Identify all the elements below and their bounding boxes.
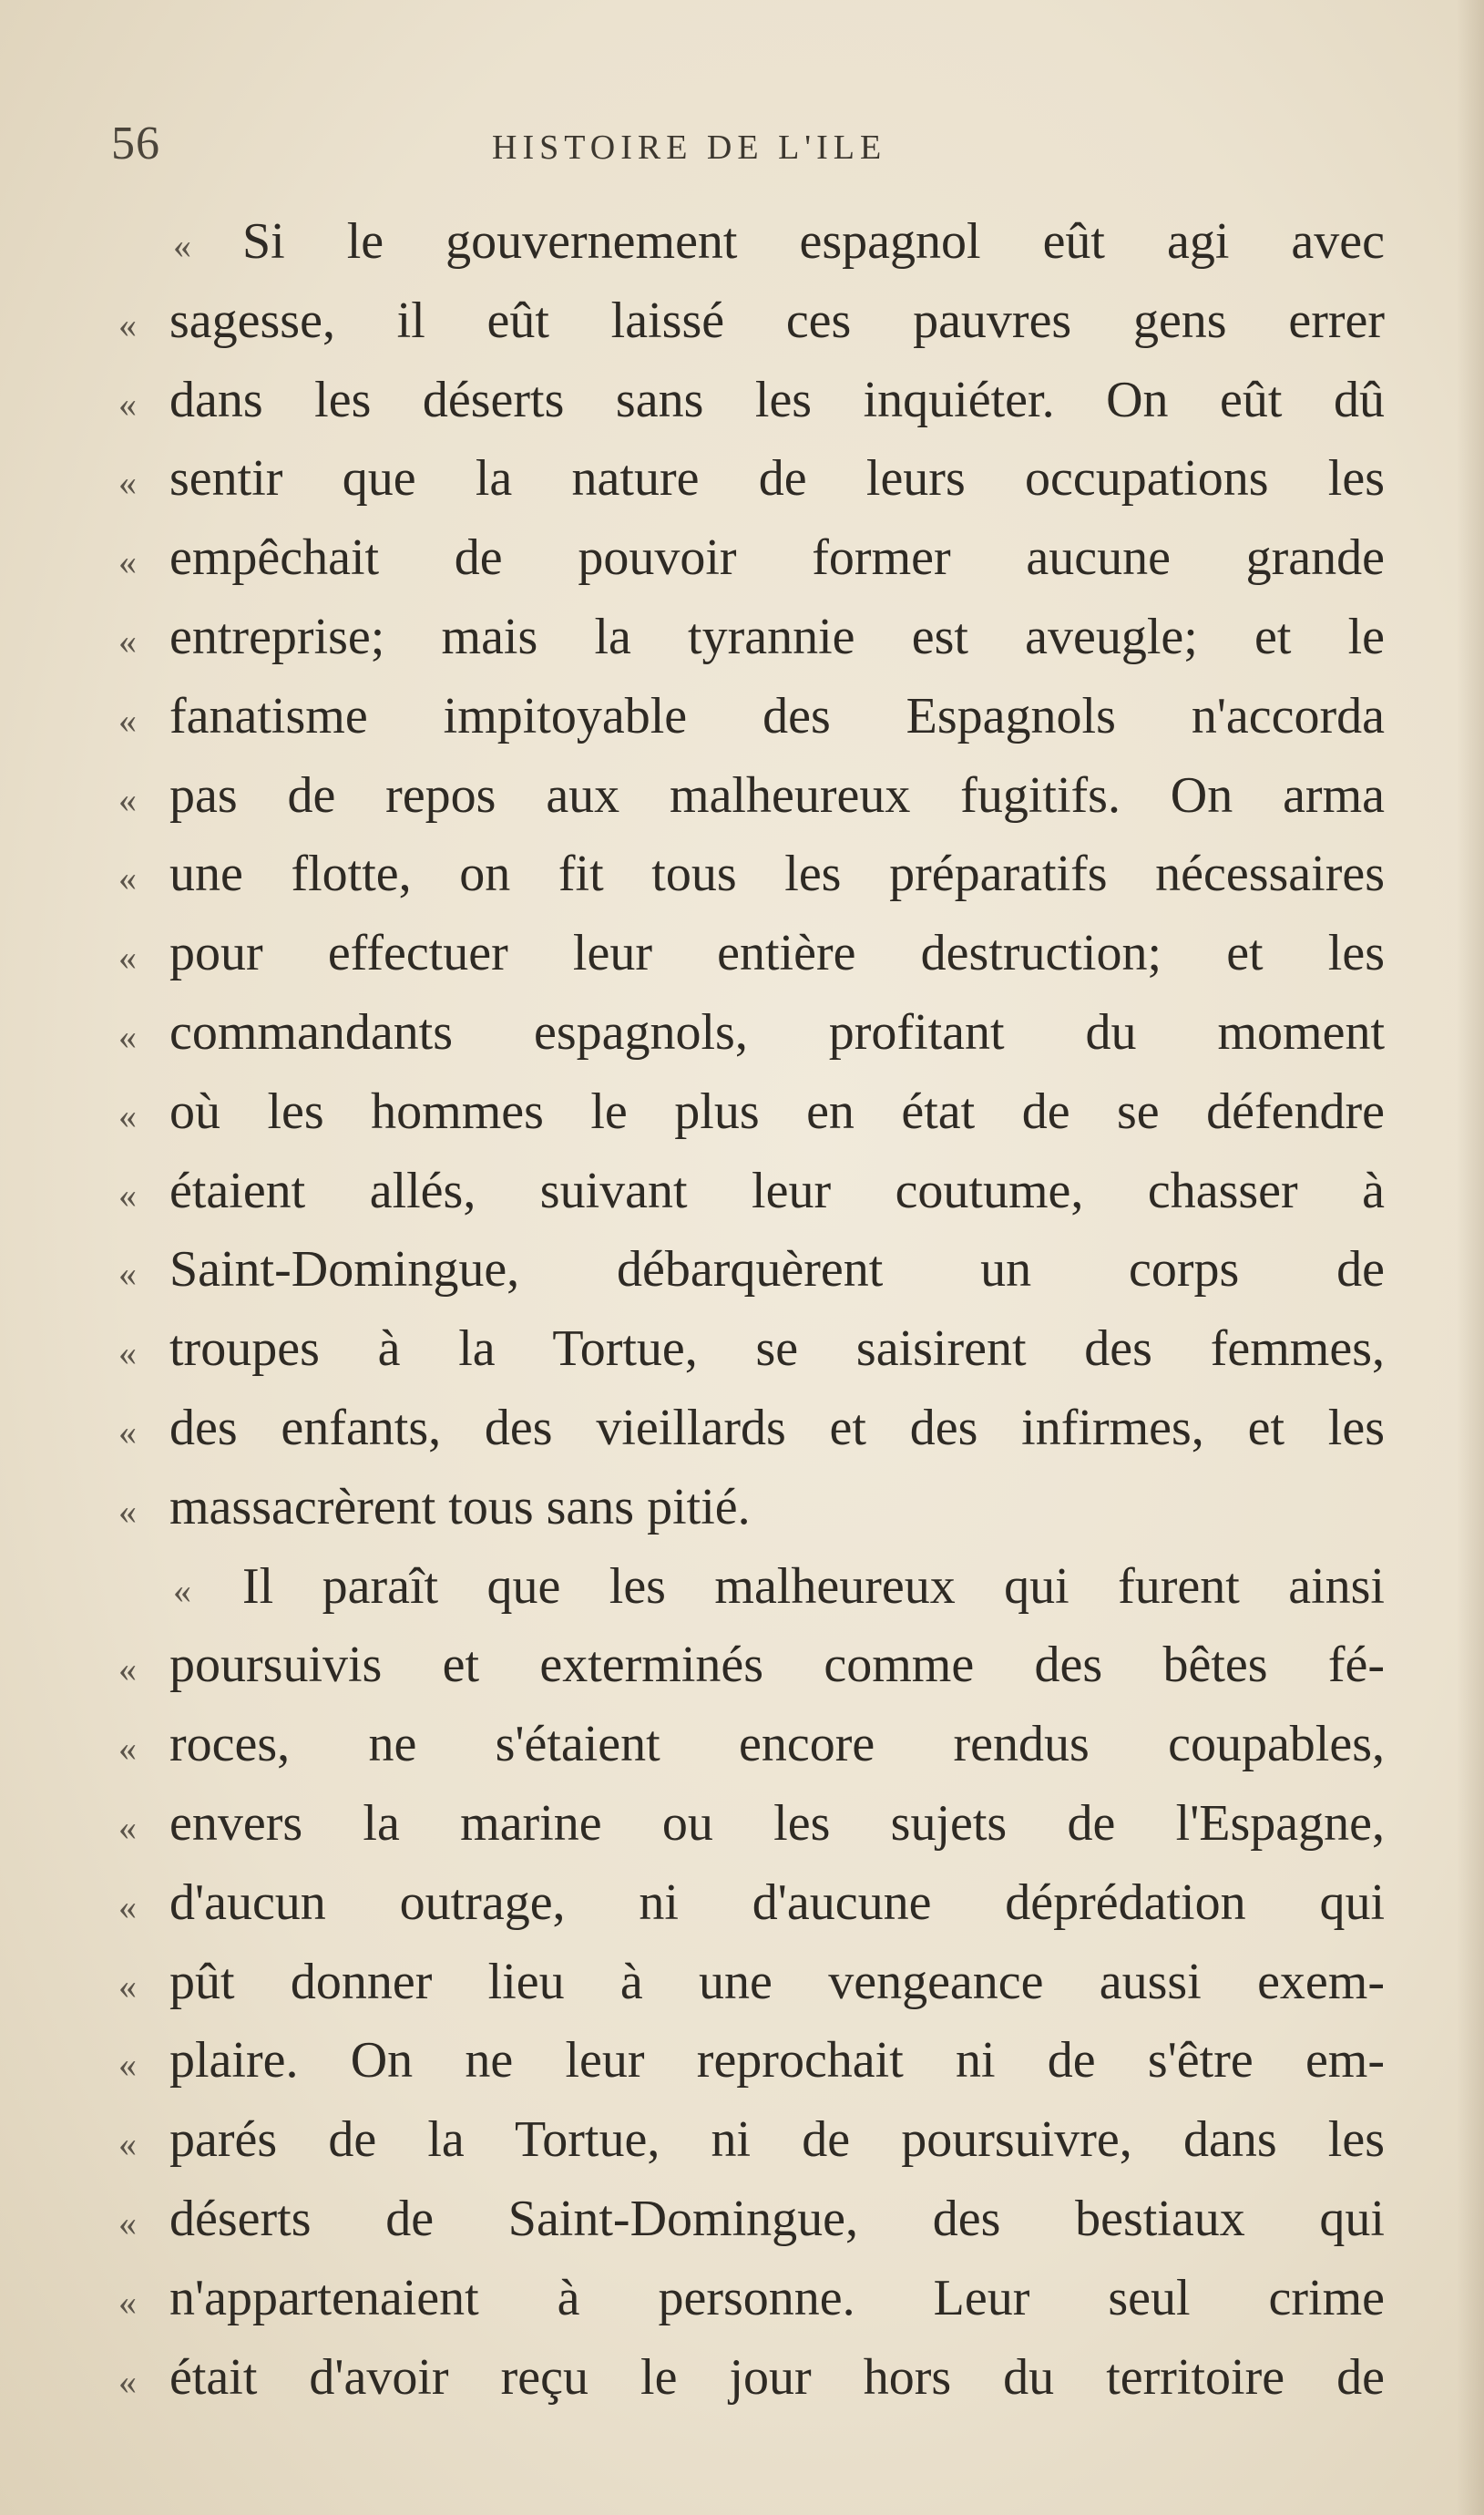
quote-mark: « [118,1885,137,1927]
line-text: Si le gouvernement espagnol eût agi avec [242,213,1385,270]
line-text: où les hommes le plus en état de se défendre [169,1083,1385,1140]
line-text: troupes à la Tortue, se saisirent des femmes, [169,1320,1385,1378]
line-text: sentir que la nature de leurs occupations les [169,450,1385,508]
text-line [118,439,1385,518]
text-line [118,1943,1385,2022]
text-line [118,1468,1385,1547]
text-line [118,1784,1385,1863]
quote-mark: « [173,1569,191,1611]
quote-mark: « [118,303,137,345]
quote-mark: « [118,1648,137,1690]
quote-mark: « [173,225,191,266]
line-text: pour effectuer leur entière destruction; et les [169,925,1385,982]
line-text: entreprise; mais la tyrannie est aveugle; et le [169,608,1385,665]
line-text: était d'avoir reçu le jour hors du territoire de [169,2348,1385,2406]
quote-mark: « [118,1332,137,1374]
quote-mark: « [118,2202,137,2243]
text-line [118,1389,1385,1468]
line-text: une flotte, on fit tous les préparatifs nécessaires [169,846,1385,903]
quote-mark: « [118,699,137,741]
quote-mark: « [118,383,137,425]
quote-mark: « [118,2123,137,2165]
quote-mark: « [118,1174,137,1216]
text-line [118,202,1385,282]
quote-mark: « [118,778,137,820]
text-line [118,677,1385,756]
quote-mark: « [118,2281,137,2323]
running-title: HISTOIRE DE L'ILE [492,128,887,167]
quote-mark: « [118,1965,137,2007]
page-edge-shadow [1457,0,1484,2515]
text-line [118,1547,1385,1627]
line-text: poursuivis et exterminés comme des bêtes fé- [169,1637,1385,1694]
line-text: plaire. On ne leur reprochait ni de s'être em- [169,2032,1385,2089]
text-line [118,756,1385,836]
line-text: Saint-Domingue, débarquèrent un corps de [169,1241,1385,1299]
quote-mark: « [118,1253,137,1295]
quote-mark: « [118,1094,137,1136]
page-number: 56 [111,118,160,169]
line-text: fanatisme impitoyable des Espagnols n'accorda [169,687,1385,744]
running-head [0,117,1484,180]
text-line [118,518,1385,598]
line-text: parés de la Tortue, ni de poursuivre, dans les [169,2111,1385,2169]
quote-mark: « [118,2044,137,2086]
text-line [118,282,1385,361]
line-text: n'appartenaient à personne. Leur seul crime [169,2269,1385,2326]
quote-mark: « [118,1728,137,1770]
text-line [118,2180,1385,2259]
text-line [118,1152,1385,1231]
quote-mark: « [118,620,137,662]
line-text: étaient allés, suivant leur coutume, chasser à [169,1162,1385,1219]
line-text: dans les déserts sans les inquiéter. On eût dû [169,371,1385,428]
text-line [118,361,1385,440]
text-line [118,1309,1385,1389]
text-line [118,2100,1385,2180]
text-line [118,914,1385,993]
text-line [118,1230,1385,1309]
quote-mark: « [118,462,137,504]
line-text: envers la marine ou les sujets de l'Espagne, [169,1794,1385,1852]
quote-mark: « [118,1411,137,1453]
text-line [118,1073,1385,1152]
quote-mark: « [118,1806,137,1848]
quote-mark: « [118,937,137,979]
quote-mark: « [118,541,137,583]
text-line [118,598,1385,677]
text-line [118,835,1385,914]
quote-mark: « [118,1015,137,1057]
line-text: Il paraît que les malheureux qui furent ainsi [242,1557,1385,1615]
line-text: pas de repos aux malheureux fugitifs. On arma [169,766,1385,824]
line-text: d'aucun outrage, ni d'aucune déprédation qui [169,1873,1385,1931]
text-line [118,993,1385,1073]
line-text: déserts de Saint-Domingue, des bestiaux qui [169,2190,1385,2247]
text-line [118,1863,1385,1943]
line-text: massacrèrent tous sans pitié. [169,1478,751,1535]
text-line [118,2021,1385,2100]
quote-mark: « [118,857,137,899]
text-line [118,2338,1385,2417]
quote-mark: « [118,1490,137,1532]
line-text: commandants espagnols, profitant du moment [169,1003,1385,1061]
body-text [118,202,1385,2417]
line-text: pût donner lieu à une vengeance aussi exem- [169,1953,1385,2010]
text-line [118,1626,1385,1705]
text-line [118,1705,1385,1784]
line-text: roces, ne s'étaient encore rendus coupables, [169,1716,1385,1773]
line-text: des enfants, des vieillards et des infirmes, et les [169,1399,1385,1456]
quote-mark: « [118,2360,137,2402]
text-line [118,2259,1385,2338]
line-text: sagesse, il eût laissé ces pauvres gens errer [169,292,1385,349]
line-text: empêchait de pouvoir former aucune grande [169,529,1385,587]
